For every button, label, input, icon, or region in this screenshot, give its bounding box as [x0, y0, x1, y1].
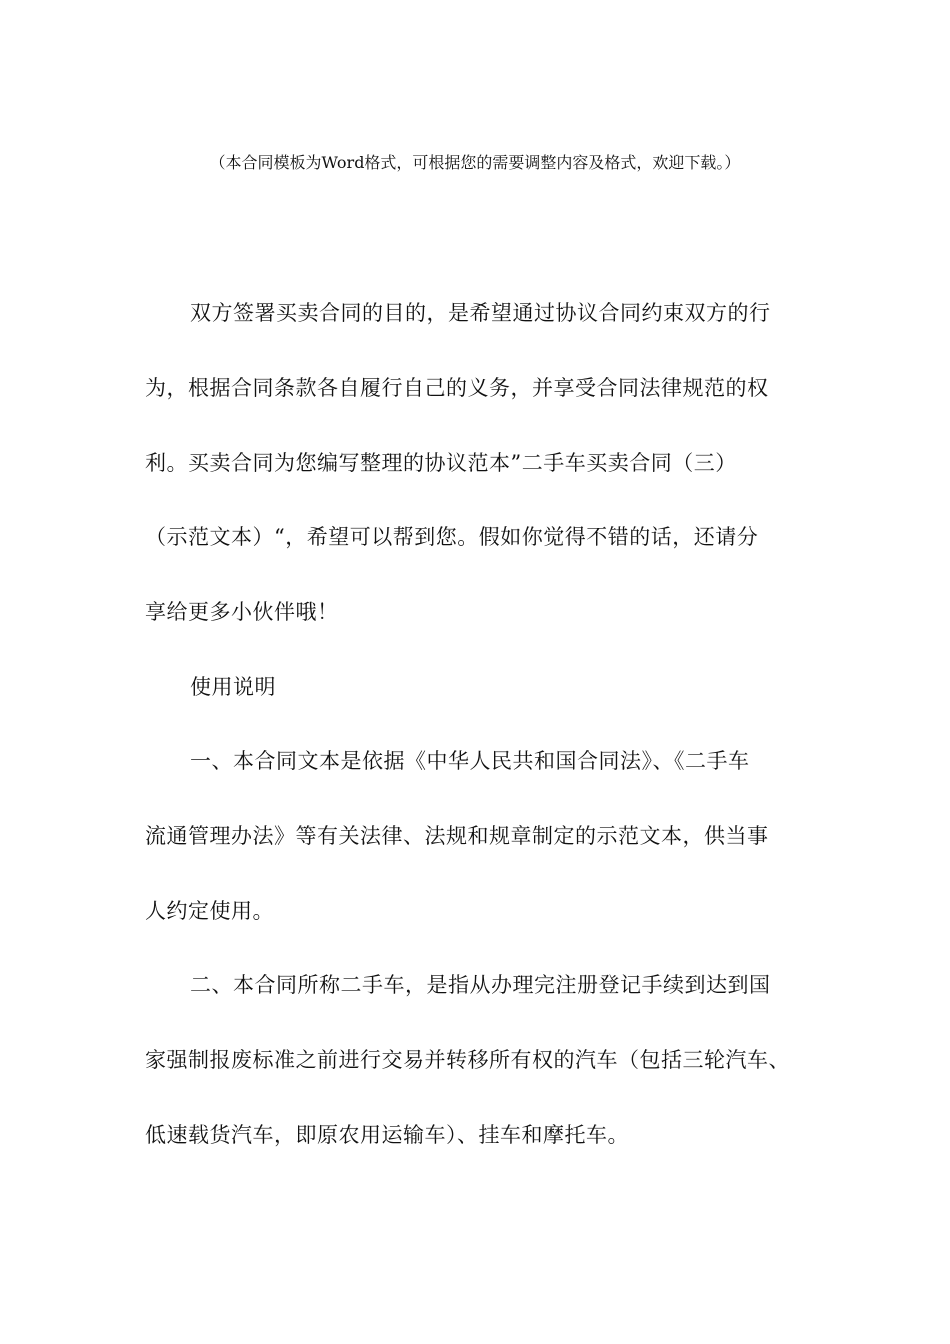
template-note: （本合同模板为Word格式，可根据您的需要调整内容及格式，欢迎下载。） — [209, 153, 741, 172]
clause-2-line-2: 家强制报废标准之前进行交易并转移所有权的汽车（包括三轮汽车、 — [145, 1048, 790, 1072]
clause-1-line-3: 人约定使用。 — [145, 899, 274, 923]
clause-1-line-1: 一、本合同文本是依据《中华人民共和国合同法》、《二手车 — [190, 749, 750, 773]
paragraph-1-line-1: 双方签署买卖合同的目的，是希望通过协议合同约束双方的行 — [190, 301, 771, 325]
clause-1-line-2: 流通管理办法》等有关法律、法规和规章制定的示范文本，供当事 — [145, 824, 769, 848]
paragraph-1-line-5: 享给更多小伙伴哦！ — [145, 600, 339, 624]
paragraph-1-line-3: 利。买卖合同为您编写整理的协议范本”二手车买卖合同（三） — [145, 451, 737, 475]
clause-2-line-3: 低速载货汽车，即原农用运输车）、挂车和摩托车。 — [145, 1123, 629, 1147]
clause-2-line-1: 二、本合同所称二手车，是指从办理完注册登记手续到达到国 — [190, 973, 771, 997]
paragraph-1-line-2: 为，根据合同条款各自履行自己的义务，并享受合同法律规范的权 — [145, 376, 769, 400]
section-heading-usage: 使用说明 — [190, 675, 276, 699]
paragraph-1-line-4: （示范文本）“，希望可以帮到您。假如你觉得不错的话，还请分 — [145, 525, 759, 549]
